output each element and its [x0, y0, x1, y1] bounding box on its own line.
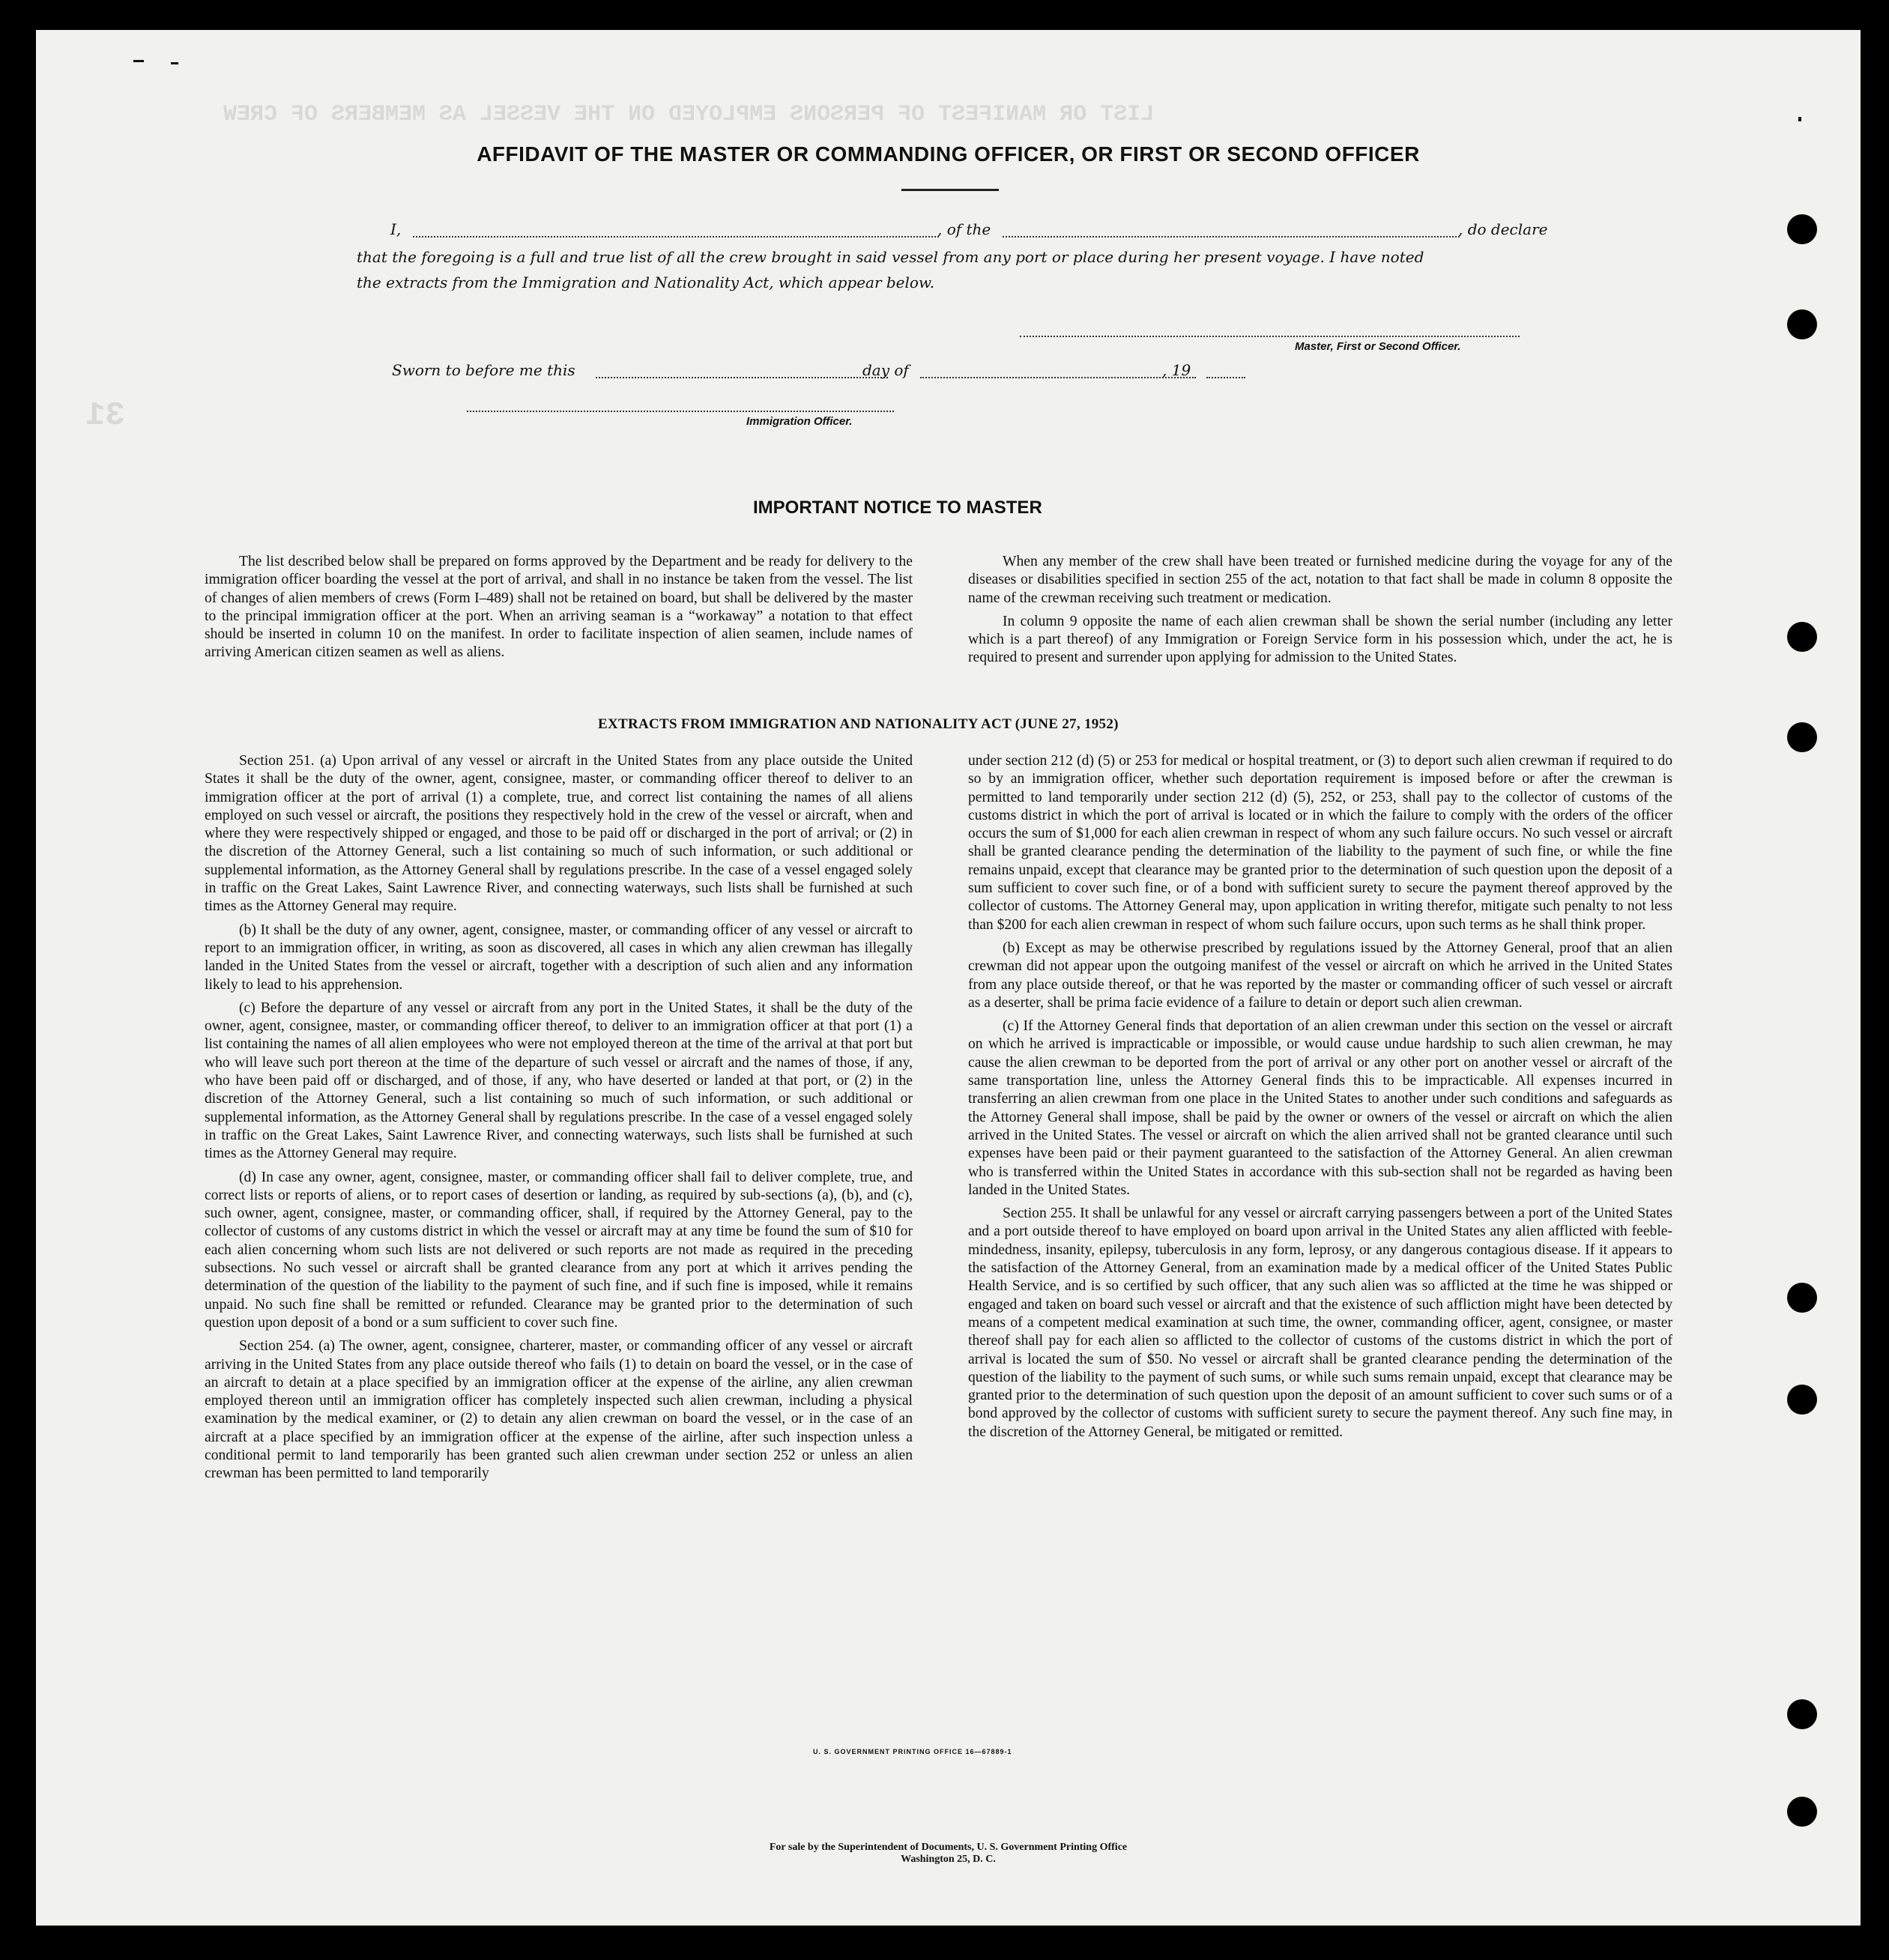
punch-hole: [1787, 309, 1817, 339]
do-declare-label: , do declare: [1458, 220, 1548, 238]
bleed-through-margin-number: 31: [85, 397, 125, 435]
sworn-month-field[interactable]: [920, 377, 1196, 378]
sale-notice: [36, 1842, 1861, 1866]
notice-right-paragraph-2: In column 9 opposite the name of each alien crewman shall be shown the serial number (including any letter which is a part thereof) of any Immigration or Foreign Service form in his possession which, under the act, he is required to present and surrender upon applying for admission to the United States.: [968, 613, 1672, 666]
section-251-b: (b) It shall be the duty of any owner, agent, consignee, master, or commanding officer of any vessel or aircraft to report to an immigration officer, in writing, as soon as discovered, all cases in which any alien crewman has illegally landed in the United States from the vessel or aircraft, together with a description of such alien and any information likely to lead to his apprehension.: [205, 922, 913, 993]
section-251-a: Section 251. (a) Upon arrival of any vessel or aircraft in the United States from any place outside the United States it shall be the duty of the owner, agent, consignee, master, or commanding officer thereof to deliver to an immigration officer at the port of arrival (1) a complete, true, and correct list containing the names of all aliens employed on such vessel or aircraft, the positions they respectively hold in the crew of the vessel or aircraft, when and where they were respectively shipped or engaged, and those to be paid off or discharged in the port of arrival; or (2) in the discretion of the Attorney General, such a list containing so much of such information, or such additional or supplemental information, as the Attorney General shall by regulations prescribe. In the case of a vessel engaged solely in traffic on the Great Lakes, Saint Lawrence River, and connecting waterways, such lists shall be furnished at such times as the Attorney General may require.: [205, 753, 913, 915]
day-of-label: day of: [862, 361, 909, 379]
section-254-b: (b) Except as may be otherwise prescribed by regulations issued by the Attorney General, proof that an alien crewman did not appear upon the outgoing manifest of the vessel or aircraft on which he arrived in the United States from any place outside thereof, or that he was reported by the master or commanding officer of such vessel or aircraft as a deserter, shall be prima facie evidence of a failure to detain or deport such alien crewman.: [968, 940, 1672, 1011]
section-254-c: (c) If the Attorney General finds that deportation of an alien crewman under this section on the vessel or aircraft on which he arrived is impracticable or impossible, or would cause undue hardship to such alien crewman, he may cause the alien crewman to be deported from the port of arrival or any other port on another vessel or aircraft of the same transportation line, unless the Attorney General finds this to be impracticable. All expenses incurred in transferring an alien crewman from one place in the United States to another under such conditions and safeguards as the Attorney General shall impose, shall be paid by the owner or owners of the vessel or aircraft on which the alien arrived in the United States. The vessel or aircraft on which the alien arrived shall not be granted clearance until such expenses have been paid or their payment guaranteed to the satisfaction of the Attorney General. An alien crewman who is transferred within the United States in accordance with this sub-section shall not be regarded as having been landed in the United States.: [968, 1018, 1672, 1198]
affidavit-statement-line1: that the foregoing is a full and true list of all the crew brought in said vessel from any port or place during her present voyage. I have noted: [357, 248, 1424, 266]
affidavit-title: AFFIDAVIT OF THE MASTER OR COMMANDING OFFICER, OR FIRST OR SECOND OFFICER: [477, 142, 1420, 166]
year-prefix: , 19: [1162, 361, 1191, 379]
printing-office-imprint: U. S. GOVERNMENT PRINTING OFFICE 16—67889-1: [813, 1748, 1012, 1755]
scan-mark: [1798, 117, 1801, 121]
extracts-heading: EXTRACTS FROM IMMIGRATION AND NATIONALITY ACT (JUNE 27, 1952): [598, 716, 1119, 732]
name-field[interactable]: [413, 236, 939, 238]
scan-mark: [171, 62, 178, 64]
punch-hole: [1787, 1283, 1817, 1313]
affidavit-statement-line2: the extracts from the Immigration and Nationality Act, which appear below.: [357, 273, 935, 291]
sworn-year-field[interactable]: [1206, 377, 1245, 378]
section-251-c: (c) Before the departure of any vessel or aircraft from any port in the United States, it shall be the duty of the owner, agent, consignee, master, or commanding officer thereof, to deliver to an immigration officer at that port (1) a list containing the names of all alien employees who were not employed thereon at the time of the arrival at that port but who will leave such port thereon at the time of the departure of such vessel or aircraft and the names of those, if any, who have been paid off or discharged, and of those, if any, who have deserted or landed at that port, or (2) in the discretion of the Attorney General, such a list containing so much of such information, or such additional or supplemental information, as the Attorney General shall by regulations prescribe. In the case of a vessel engaged solely in traffic on the Great Lakes, Saint Lawrence River, and connecting waterways, such lists shall be furnished at such times as the Attorney General may require.: [205, 999, 913, 1162]
notice-right-paragraph-1: When any member of the crew shall have been treated or furnished medicine during the voyage for any of the diseases or disabilities specified in section 255 of the act, notation to that fact shall be made in column 8 opposite the name of the crewman receiving such treatment or medication.: [968, 554, 1672, 606]
i-label: I,: [390, 220, 402, 238]
punch-hole: [1787, 722, 1817, 752]
sale-notice-line1: For sale by the Superintendent of Documents, U. S. Government Printing Office: [769, 1842, 1128, 1853]
punch-hole: [1787, 1797, 1817, 1827]
sale-notice-line2: Washington 25, D. C.: [901, 1854, 996, 1865]
section-254-a: Section 254. (a) The owner, agent, consignee, charterer, master, or commanding officer of any vessel or aircraft arriving in the United States from any place outside thereof who fails (1) to detain on board the vessel, or in the case of an aircraft to detain at a place specified by an immigration officer at the expense of the airline, any alien crewman employed thereon until an immigration officer has completely inspected such alien crewman, including a physical examination by the medical examiner, or (2) to detain any alien crewman on board the vessel, or in the case of an aircraft at a place specified by an immigration officer at the expense of the airline, after such inspection unless a conditional permit to land temporarily has been granted such alien crewman under section 252 or unless an alien crewman has been permitted to land temporarily: [205, 1338, 913, 1482]
bleed-through-header: LIST OR MANIFEST OF PERSONS EMPLOYED ON THE VESSEL AS MEMBERS OF CREW: [223, 102, 1155, 127]
notice-left-paragraph: The list described below shall be prepared on forms approved by the Department and be ready for delivery to the immigration officer boarding the vessel at the port of arrival, and shall in no instance be taken from the vessel. The list of changes of alien members of crews (Form I–489) shall not be retained on board, but shall be delivered by the master to the principal immigration officer at the port. When an arriving seaman is a “workaway” a notation to that effect should be inserted in column 10 on the manifest. In order to facilitate inspection of alien seamen, include names of arriving American citizen seamen as well as aliens.: [205, 554, 913, 661]
title-divider: [901, 189, 999, 191]
vessel-field[interactable]: [1003, 236, 1460, 238]
punch-hole: [1787, 214, 1817, 244]
punch-hole: [1787, 1699, 1817, 1729]
master-signature-line[interactable]: [1020, 336, 1520, 337]
of-the-label: , of the: [937, 220, 991, 238]
immigration-officer-caption: Immigration Officer.: [746, 415, 853, 428]
section-254-a-continued: under section 212 (d) (5) or 253 for medical or hospital treatment, or (3) to deport such alien crewman if required to do so by an immigration officer, whether such deportation requirement is imposed before or after the crewman is permitted to land temporarily under section 212 (d) (5), 252, or 253, shall pay to the collector of customs of the customs district in which the port of arrival is located or in which the failure to comply with the orders of the officer occurs the sum of $1,000 for each alien crewman in respect of whom any such failure occurs. No such vessel or aircraft shall be granted clearance pending the determination of the liability to the payment of such fine, or while the fine remains unpaid, except that clearance may be granted prior to the determination of such question upon the deposit of a sum sufficient to cover such fine, or of a bond with sufficient surety to secure the payment thereof approved by the collector of customs. The Attorney General may, upon application in writing therefor, mitigate such penalty to not less than $200 for each alien crewman in respect of whom such failure occurs, upon such terms as he shall think proper.: [968, 753, 1672, 933]
sworn-label: Sworn to before me this: [392, 361, 575, 379]
punch-hole: [1787, 622, 1817, 652]
document-page: [36, 30, 1861, 1926]
extracts-left-column: [205, 752, 913, 1489]
notice-left-column: [205, 553, 913, 668]
scan-mark: [133, 60, 144, 62]
immigration-officer-signature-line[interactable]: [467, 411, 894, 412]
section-251-d: (d) In case any owner, agent, consignee, master, or commanding officer shall fail to deliver complete, true, and correct lists or reports of aliens, or to report cases of desertion or landing, as required by sub-sections (a), (b), and (c), such owner, agent, consignee, master, or commanding officer, shall, if required by the Attorney General, pay to the collector of customs of any customs district in which the vessel or aircraft may at any time be found the sum of $10 for each alien concerning whom such lists are not delivered or such reports are not made as required in the preceding subsections. No such vessel or aircraft shall be granted clearance from any port at which it arrives pending the determination of the question of the liability to the payment of such fine, and if such fine is imposed, while it remains unpaid. No such fine shall be remitted or refunded. Clearance may be granted prior to the determination of such question upon deposit of a bond or a sum sufficient to cover such fine.: [205, 1169, 913, 1331]
notice-heading: IMPORTANT NOTICE TO MASTER: [753, 497, 1042, 518]
sworn-day-field[interactable]: [596, 377, 888, 378]
section-255: Section 255. It shall be unlawful for any vessel or aircraft carrying passengers between a port of the United States and a port outside thereof to have employed on board upon arrival in the United States any alien afflicted with feeble-mindedness, insanity, epilepsy, tuberculosis in any form, leprosy, or any dangerous contagious disease. If it appears to the satisfaction of the Attorney General, from an examination made by a medical officer of the United States Public Health Service, and is so certified by such officer, that any such alien was so afflicted at the time he was shipped or engaged and taken on board such vessel or aircraft and that the existence of such affliction might have been detected by means of a competent medical examination at such time, the owner, commanding officer, agent, consignee, or master thereof shall pay for each alien so afflicted to the collector of customs of the customs district in which the port of arrival is located the sum of $50. No vessel or aircraft shall be granted clearance pending the determination of the question of the liability to the payment of such sums, or while such sums remain unpaid, except that clearance may be granted prior to the determination of such question upon the deposit of an amount sufficient to cover such sums or of a bond approved by the collector of customs with sufficient surety to secure the payment thereof. Any such fine may, in the discretion of the Attorney General, be mitigated or remitted.: [968, 1206, 1672, 1440]
extracts-right-column: [968, 752, 1672, 1447]
punch-hole: [1787, 1385, 1817, 1415]
notice-right-column: [968, 553, 1672, 673]
master-signature-caption: Master, First or Second Officer.: [1295, 340, 1461, 353]
